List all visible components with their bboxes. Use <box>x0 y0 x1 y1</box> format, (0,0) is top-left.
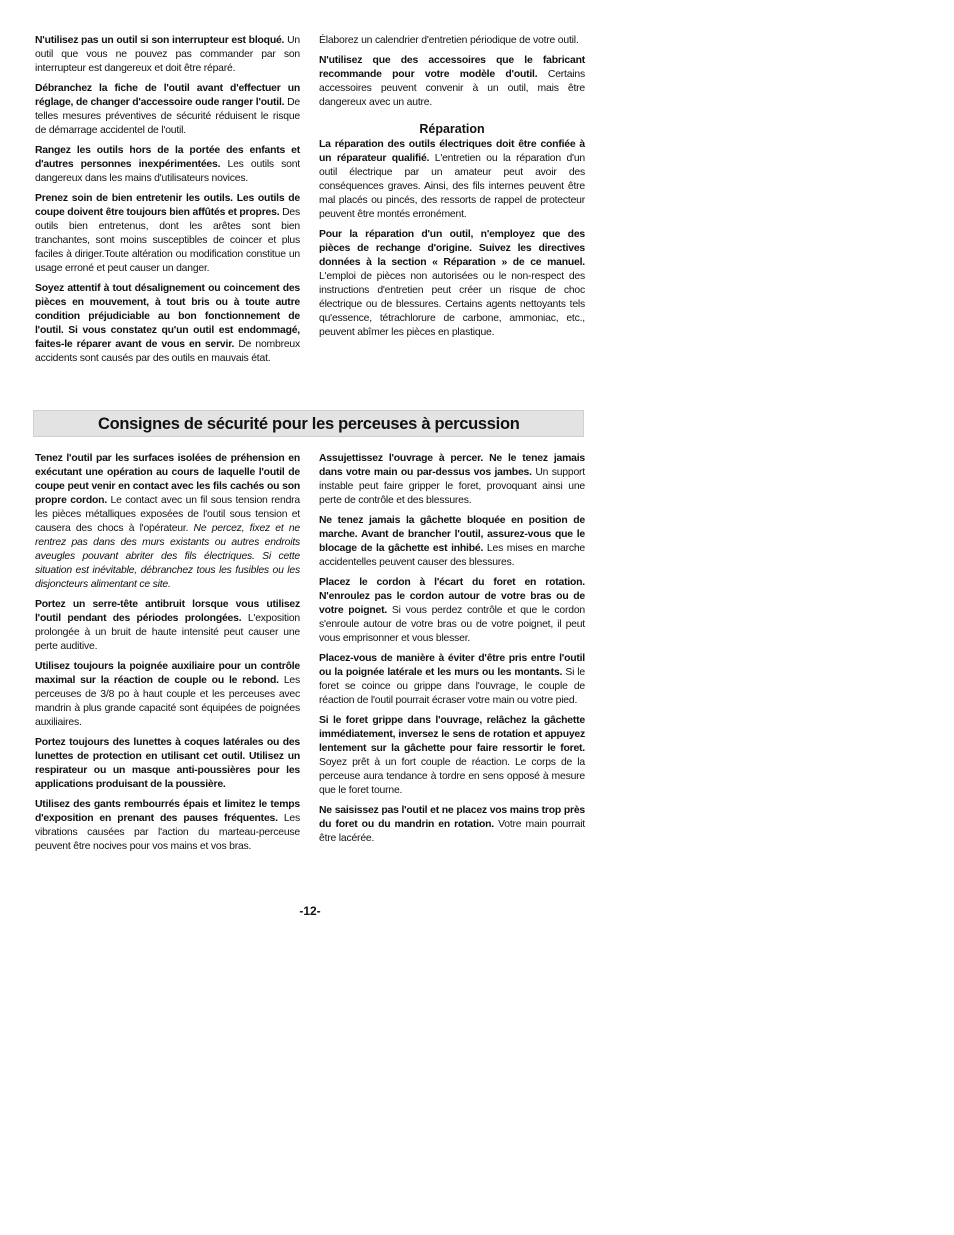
paragraph-padded-gloves: Utilisez des gants rembourrés épais et limitez le temps d'exposition en prenant des pauses fréquentes. Les vibrations causées par l'action du marteau-perceuse peuvent être nocives pour vos mains et vos bras. <box>35 799 301 852</box>
section-title-banner <box>33 410 584 437</box>
paragraph-auxiliary-handle: Utilisez toujours la poignée auxiliaire pour un contrôle maximal sur la réaction de couple ou le rebond. Les perceuses de 3/8 po à haut couple et les perceuses avec mandrin à plus grande capacité sont équipées de poignées auxiliaires. <box>35 661 300 728</box>
paragraph-bit-binds: Si le foret grippe dans l'ouvrage, relâchez la gâchette immédiatement, inversez le sens de rotation et appuyez lentement sur la gâchette pour faire ressortir le foret. Soyez prêt à un fort couple de réaction. Le corps de la perceuse aura tendance à tordre en sens opposé à mesure que le foret tourne. <box>319 715 585 796</box>
paragraph-hearing-protection: Portez un serre-tête antibruit lorsque vous utilisez l'outil pendant des périodes prolongées. L'exposition prolongée à un bruit de haute intensité peut causer une perte auditive. <box>35 599 300 652</box>
paragraph-positioning: Placez-vous de manière à éviter d'être pris entre l'outil ou la poignée latérale et les murs ou les montants. Si le foret se coince ou grippe dans l'ouvrage, le couple de réaction de l'outil pourrait écraser votre main ou votre pied. <box>319 653 585 706</box>
paragraph-maintain-tools: Prenez soin de bien entretenir les outils. Les outils de coupe doivent être toujours bien affûtés et propres. Des outils bien entretenus, dont les arêtes sont bien tranchantes, sont moins susceptibles de coincer et plus faciles à diriger.Toute altération ou modification constitue un usage erroné et peut causer un danger. <box>35 193 300 274</box>
paragraph-qualified-repair: La réparation des outils électriques doit être confiée à un réparateur qualifié. L'entretien ou la réparation d'un outil électrique par un amateur peut avoir des conséquences graves. Ainsi, des fils internes peuvent être mal placés ou pincés, des ressorts de rappel de protecteur peuvent être montés erronément. <box>319 139 586 220</box>
paragraph-switch-locked: N'utilisez pas un outil si son interrupteur est bloqué. Un outil que vous ne pouvez pas commander par son interrupteur est dangereux et doit être réparé. <box>35 35 300 74</box>
paragraph-trigger-lock: Ne tenez jamais la gâchette bloquée en position de marche. Avant de brancher l'outil, assurez-vous que le blocage de la gâchette est inhibé. Les mises en marche accidentelles peuvent causer des blessures. <box>319 515 586 568</box>
paragraph-safety-glasses: Portez toujours des lunettes à coques latérales ou des lunettes de protection en utilisant cet outil. Utilisez un respirateur ou un masque anti-poussières pour les applications produisant de la poussière. <box>35 737 300 790</box>
paragraph-hands-away: Ne saisissez pas l'outil et ne placez vos mains trop près du foret ou du mandrin en rotation. Votre main pourrait être lacérée. <box>319 805 585 844</box>
section-title: Consignes de sécurité pour les perceuses à percussion <box>98 415 520 433</box>
paragraph-unplug-tool: Débranchez la fiche de l'outil avant d'effectuer un réglage, de changer d'accessoire oude ranger l'outil. De telles mesures préventives de sécurité réduisent le risque de démarrage accidentel de l'outil. <box>35 83 300 136</box>
paragraph-store-tools: Rangez les outils hors de la portée des enfants et d'autres personnes inexpérimentées. Les outils sont dangereux dans les mains d'utilisateurs novices. <box>35 145 300 184</box>
paragraph-original-parts: Pour la réparation d'un outil, n'employez que des pièces de rechange d'origine. Suivez les directives données à la section « Réparation » de ce manuel. L'emploi de pièces non autorisées ou le non-respect des instructions d'entretien peut créer un risque de choc électrique ou de blessures. Certains agents nettoyants tels qu'essence, tétrachlorure de carbone, ammoniac, etc., peuvent abîmer les pièces en plastique. <box>319 229 585 338</box>
bottom-right-column <box>319 452 585 852</box>
paragraph-misalignment: Soyez attentif à tout désalignement ou coincement des pièces en mouvement, à tout bris ou à toute autre condition préjudiciable au bon fonctionnement de l'outil. Si vous constatez qu'un outil est endommagé, faites-le réparer avant de vous en servir. De nombreux accidents sont causés par des outils en mauvais état. <box>35 283 300 364</box>
repair-heading: Réparation <box>419 122 485 136</box>
page-number: -12- <box>299 904 321 918</box>
paragraph-maintenance-schedule: Élaborez un calendrier d'entretien périodique de votre outil. <box>319 35 579 46</box>
paragraph-insulated-surfaces: Tenez l'outil par les surfaces isolées de préhension en exécutant une opération au cours de laquelle l'outil de coupe peut venir en contact avec les fils cachés ou son propre cordon. Le contact avec un fil sous tension rendra les pièces métalliques exposées de l'outil sous tension et causera des chocs à l'opérateur. Ne percez, fixez et ne rentrez pas dans des murs existants ou autres endroits aveugles pouvant abriter des fils électriques. Si cette situation est inévitable, débranchez tous les fusibles ou les disjoncteurs alimentant ce site. <box>35 453 300 590</box>
bottom-left-column <box>35 452 300 860</box>
paragraph-accessories: N'utilisez que des accessoires que le fabricant recommande pour votre modèle d'outil. Certains accessoires peuvent convenir à un outil, mais être dangereux avec un autre. <box>319 55 585 108</box>
top-left-column <box>35 34 300 372</box>
paragraph-cord-away: Placez le cordon à l'écart du foret en rotation. N'enroulez pas le cordon autour de votre bras ou de votre poignet. Si vous perdez contrôle et que le cordon s'enroule autour de votre bras ou de votre poignet, il peut vous emprisonner et vous blesser. <box>319 577 585 644</box>
top-right-column <box>319 34 585 346</box>
paragraph-secure-workpiece: Assujettissez l'ouvrage à percer. Ne le tenez jamais dans votre main ou par-dessus vos jambes. Un support instable peut faire gripper le foret, provoquant ainsi une perte de contrôle et des blessures. <box>319 453 585 506</box>
